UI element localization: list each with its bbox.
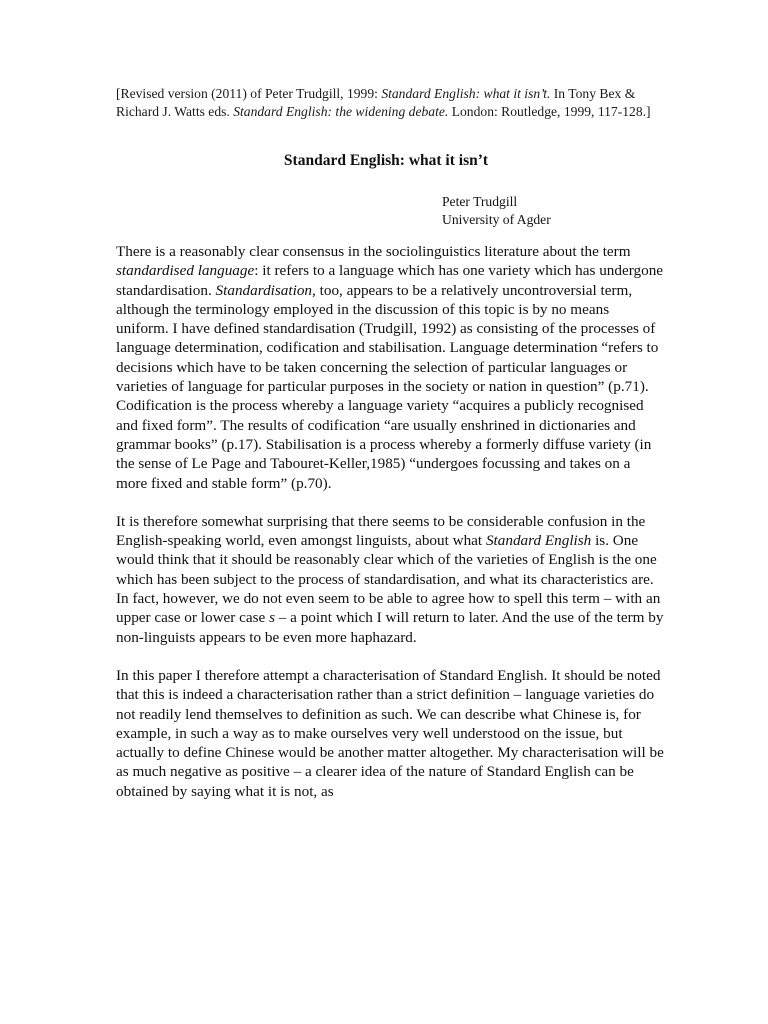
paper-title-row (0, 152, 768, 170)
paragraph-3 (116, 666, 664, 801)
author-affiliation: University of Agder (442, 212, 551, 227)
citation-collection-title: Standard English: the widening debate. (233, 104, 449, 119)
paragraph-text: In this paper I therefore attempt a characterisation of Standard English. It should be noted that this is indeed a characterisation rather than a strict definition – language varieties do not readily lend themselves to definition as such. We can describe what Chinese is, for example, in such a way as to make ourselves very well understood on the issue, but actually to define Chinese would be another matter altogether. My characterisation will be as much negative as positive – a clearer idea of the nature of Standard English can be obtained by saying what it is not, as (116, 666, 664, 800)
paragraph-text: There is a reasonably clear consensus in the sociolinguistics literature about the term (116, 243, 631, 260)
paragraph-text: It is therefore somewhat surprising that there seems to be considerable confusion in the English-speaking world, even amongst linguists, about what (116, 512, 646, 550)
paragraph-text: is. One would think that it should be reasonably clear which of the varieties of English is the one which has been subject to the process of standardisation, and what its characteristics are. In fact, however, we do not even seem to be able to agree how to spell this term – with an upper case or lower case (116, 532, 661, 627)
emphasis-term: standardised language (116, 262, 255, 280)
citation-text: In Tony Bex & Richard J. Watts eds. (116, 86, 636, 119)
citation-book-title: Standard English: what it isn’t. (381, 86, 551, 101)
paragraph-text: , too, appears to be a relatively uncontroversial term, although the terminology employed in the discussion of this topic is by no means uniform. I have defined standardisation (Trudgill, 1992) as consisting of the processes of language determination, codification and stabilisation. Language determination “refers to decisions which have to be taken concerning the selection of particular languages or varieties of language for particular purposes in the society or nation in question” (p.71). Codification is the process whereby a language variety “acquires a publicly recognised and fixed form”. The results of codification “are usually enshrined in dictionaries and grammar books” (p.17). Stabilisation is a process whereby a formerly diffuse variety (in the sense of Le Page and Tabouret-Keller,1985) “undergoes focussing and takes on a more fixed and stable form” (p.70). (116, 281, 659, 492)
paragraph-2 (116, 512, 664, 647)
emphasis-term: Standardisation (215, 281, 313, 299)
paper-title: Standard English: what it isn’t (283, 152, 489, 169)
emphasis-term: s (269, 609, 275, 627)
paragraph-text: – a point which I will return to later. And the use of the term by non-linguists appears to be even more haphazard. (116, 609, 664, 646)
body-text (116, 242, 664, 820)
paragraph-1 (116, 242, 664, 493)
citation-text: London: Routledge, 1999, 117-128.] (448, 104, 651, 119)
citation-text: [Revised version (2011) of Peter Trudgill, 1999: (116, 86, 382, 101)
emphasis-term: Standard English (485, 532, 592, 550)
author-block (442, 193, 551, 229)
author-name: Peter Trudgill (442, 194, 518, 209)
paragraph-text: : it refers to a language which has one variety which has undergone standardisation. (116, 262, 664, 299)
citation-note (116, 85, 656, 121)
